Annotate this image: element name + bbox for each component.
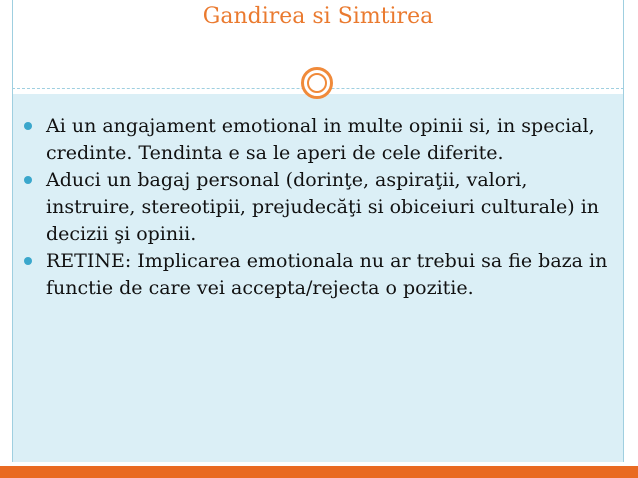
bullet-text: Ai un angajament emotional in multe opinii si, in special, credinte. Tendinta e sa le aperi de cele diferite. [46, 115, 595, 164]
bullet-dot-icon [24, 122, 32, 130]
slide-title: Gandirea si Simtirea [202, 4, 434, 29]
bullet-dot-icon [24, 176, 32, 184]
bullet-item [22, 167, 612, 248]
double-circle-icon [301, 67, 333, 99]
bullet-dot-icon [24, 257, 32, 265]
bottom-accent-bar [0, 466, 638, 478]
bullet-item [22, 248, 612, 302]
bullet-item [22, 113, 612, 167]
bullet-text: RETINE: Implicarea emotionala nu ar trebui sa fie baza in functie de care vei accepta/rejecta o pozitie. [46, 250, 608, 299]
bullet-list [22, 113, 612, 302]
bullet-text: Aduci un bagaj personal (dorinţe, aspiraţii, valori, instruire, stereotipii, prejudecăţi si obiceiuri culturale) in decizii şi opinii. [46, 169, 600, 245]
